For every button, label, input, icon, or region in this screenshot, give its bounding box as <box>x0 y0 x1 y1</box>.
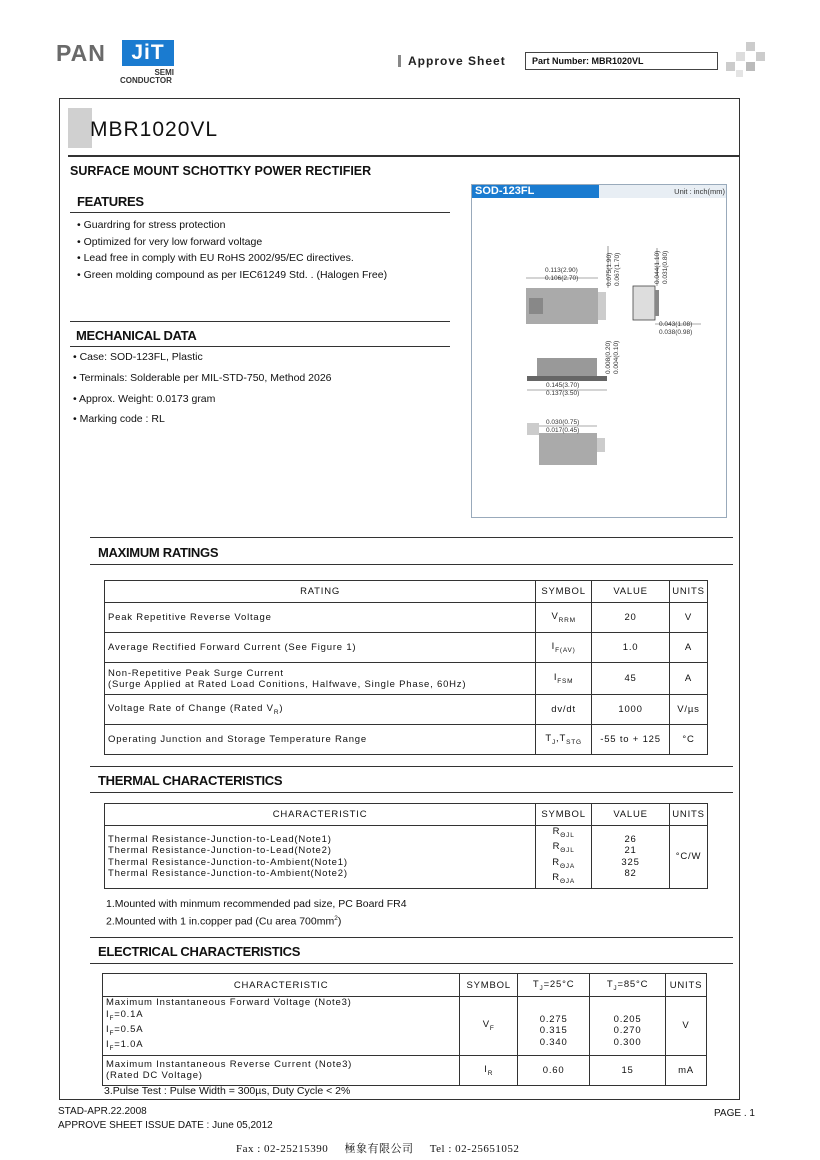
col-header-symbol: SYMBOL <box>536 804 592 826</box>
max-ratings-top-rule <box>90 537 733 538</box>
side-view-lead <box>655 290 659 316</box>
footer-page: PAGE . 1 <box>714 1108 755 1119</box>
unit-cell: A <box>669 663 707 695</box>
mech-item: • Approx. Weight: 0.0173 gram <box>73 392 216 405</box>
col-header-rating: RATING <box>105 581 536 603</box>
thermal-top-rule <box>90 766 733 767</box>
package-name: SOD-123FL <box>472 185 599 198</box>
col-header-units: UNITS <box>669 581 707 603</box>
unit-cell: V <box>665 997 706 1056</box>
features-list <box>77 217 387 283</box>
value-cell: -55 to + 125 <box>592 725 670 755</box>
dim-top-height-1: 0.075(1.90) <box>606 252 613 286</box>
title-rule <box>68 155 740 157</box>
table-row <box>105 663 708 695</box>
unit-cell: °C <box>669 725 707 755</box>
col-header-value: VALUE <box>592 804 670 826</box>
feature-item: • Guardring for stress protection <box>77 219 226 231</box>
rating-cell: Peak Repetitive Reverse Voltage <box>105 603 536 633</box>
dim-front-thick-2: 0.004(0.10) <box>613 340 620 374</box>
logo-jit-text: JiT <box>122 40 174 66</box>
dim-side-width-1: 0.043(1.08) <box>659 321 693 328</box>
electrical-heading: ELECTRICAL CHARACTERISTICS <box>98 944 301 959</box>
electrical-rule <box>90 963 733 964</box>
decorative-squares-icon <box>726 42 766 78</box>
value-25-cell: 0.60 <box>518 1055 590 1085</box>
feature-item: • Lead free in comply with EU RoHS 2002/95/EC directives. <box>77 252 354 264</box>
characteristic-cell: Maximum Instantaneous Reverse Current (Note3) (Rated DC Voltage) <box>103 1055 460 1085</box>
col-header-tj25: $T_J=25^\circ C$ <box>518 974 590 997</box>
electrical-top-rule <box>90 937 733 938</box>
col-header-tj85: $T_J=85^\circ C$ <box>590 974 666 997</box>
front-view-leads <box>527 376 607 381</box>
symbol-cell: dv/dt <box>536 695 592 725</box>
dim-bottom-lead-1: 0.030(0.75) <box>546 419 580 426</box>
symbol-cell: $I_{F(AV)}$ <box>536 633 592 663</box>
logo-semi-text: SEMI <box>154 68 174 77</box>
unit-cell: mA <box>665 1055 706 1085</box>
table-row <box>105 633 708 663</box>
col-header-units: UNITS <box>665 974 706 997</box>
bottom-view-lead-right <box>597 438 605 452</box>
package-outline-svg <box>471 198 727 516</box>
col-header-characteristic: CHARACTERISTIC <box>105 804 536 826</box>
value-85-cell: 15 <box>590 1055 666 1085</box>
col-header-symbol: SYMBOL <box>460 974 518 997</box>
title-shade <box>68 108 92 148</box>
dim-front-width-1: 0.145(3.70) <box>546 382 580 389</box>
bottom-view-body <box>539 433 597 465</box>
rating-cell: Voltage Rate of Change (Rated $V_R$) <box>105 695 536 725</box>
mech-top-rule <box>70 321 450 322</box>
characteristic-cell: Thermal Resistance-Junction-to-Lead(Note1) Thermal Resistance-Junction-to-Lead(Note2) Thermal Resistance-Junction-to-Ambient(Note1) Thermal Resistance-Junction-to-Ambient(Note2) <box>105 826 536 889</box>
feature-item: • Optimized for very low forward voltage <box>77 235 263 248</box>
table-row <box>105 725 708 755</box>
unit-cell: A <box>669 633 707 663</box>
table-row <box>105 826 708 889</box>
mech-item: • Terminals: Solderable per MIL-STD-750, Method 2026 <box>73 371 332 384</box>
mechanical-list <box>73 347 332 430</box>
thermal-note-1: 1.Mounted with minmum recommended pad size, PC Board FR4 <box>106 898 407 910</box>
footer-stad: STAD-APR.22.2008 <box>58 1106 147 1117</box>
unit-cell: V <box>669 603 707 633</box>
mech-item: • Marking code : RL <box>73 413 165 426</box>
value-cell: 45 <box>592 663 670 695</box>
approve-bar-icon <box>398 55 401 67</box>
unit-cell: V/µs <box>669 695 707 725</box>
front-view-body <box>537 358 597 378</box>
symbol-cell: $R_{\Theta JL}$ $R_{\Theta JL}$ $R_{\Theta JA}$ $R_{\Theta JA}$ <box>536 826 592 889</box>
thermal-heading: THERMAL CHARACTERISTICS <box>98 773 283 788</box>
package-unit: Unit : inch(mm) <box>674 187 725 196</box>
approve-sheet-label: Approve Sheet <box>408 54 506 68</box>
part-number-box: Part Number: MBR1020VL <box>525 52 718 70</box>
subtitle: SURFACE MOUNT SCHOTTKY POWER RECTIFIER <box>70 164 372 178</box>
thermal-note-2: 2.Mounted with 1 in.copper pad (Cu area $700mm^2$) <box>106 915 342 928</box>
value-25-cell: 0.275 0.315 0.340 <box>518 997 590 1056</box>
mechanical-heading: MECHANICAL DATA <box>76 328 197 343</box>
thermal-table <box>104 803 708 889</box>
top-view-lead-right <box>598 292 606 320</box>
dim-top-width-1: 0.113(2.90) <box>545 267 578 274</box>
logo-conductor-text: CONDUCTOR <box>120 76 172 85</box>
col-header-units: UNITS <box>670 804 708 826</box>
top-view-lead-left <box>529 298 543 314</box>
feature-item: • Green molding compound as per IEC61249 Std. . (Halogen Free) <box>77 268 388 281</box>
dim-top-width-2: 0.106(2.70) <box>545 275 579 282</box>
symbol-cell: $I_{FSM}$ <box>536 663 592 695</box>
thermal-rule <box>90 792 733 793</box>
mech-item: • Case: SOD-123FL, Plastic <box>73 351 203 363</box>
symbol-cell: $V_{RRM}$ <box>536 603 592 633</box>
col-header-characteristic: CHARACTERISTIC <box>103 974 460 997</box>
dim-front-thick-1: 0.008(0.20) <box>605 340 612 374</box>
table-row <box>103 997 707 1056</box>
footer-fax-tel: Fax : 02-25215390 極象有限公司 Tel : 02-25651052 <box>236 1143 520 1155</box>
dim-side-width-2: 0.038(0.98) <box>659 329 693 336</box>
logo-pan-text: PAN <box>56 40 106 66</box>
value-cell: 20 <box>592 603 670 633</box>
max-ratings-heading: MAXIMUM RATINGS <box>98 545 219 560</box>
rating-cell: Operating Junction and Storage Temperature Range <box>105 725 536 755</box>
features-heading: FEATURES <box>77 194 144 209</box>
rating-cell: Non-Repetitive Peak Surge Current (Surge Applied at Rated Load Conitions, Halfwave, Single Phase, 60Hz) <box>105 663 536 695</box>
max-ratings-table <box>104 580 708 755</box>
page-title: MBR1020VL <box>90 118 219 141</box>
dim-side-height-2: 0.031(0.80) <box>662 250 669 284</box>
symbol-cell: $I_R$ <box>460 1055 518 1085</box>
dim-top-height-2: 0.067(1.70) <box>614 252 621 286</box>
unit-cell: °C/W <box>670 826 708 889</box>
electrical-table <box>102 973 707 1086</box>
footer-issue-date: APPROVE SHEET ISSUE DATE : June 05,2012 <box>58 1120 273 1131</box>
value-85-cell: 0.205 0.270 0.300 <box>590 997 666 1056</box>
col-header-symbol: SYMBOL <box>536 581 592 603</box>
bottom-view-lead-left <box>527 423 539 435</box>
features-rule <box>70 212 450 213</box>
table-row <box>103 1055 707 1085</box>
col-header-value: VALUE <box>592 581 670 603</box>
symbol-cell: $V_F$ <box>460 997 518 1056</box>
side-view-body <box>633 286 655 320</box>
value-cell: 1000 <box>592 695 670 725</box>
dim-side-height-1: 0.044(1.10) <box>654 250 661 284</box>
rating-cell: Average Rectified Forward Current (See Figure 1) <box>105 633 536 663</box>
symbol-cell: $T_J,T_{STG}$ <box>536 725 592 755</box>
value-cell: 1.0 <box>592 633 670 663</box>
table-row <box>105 603 708 633</box>
value-cell: 26 21 325 82 <box>592 826 670 889</box>
table-row <box>105 695 708 725</box>
characteristic-cell: Maximum Instantaneous Forward Voltage (Note3) $I_F=0.1A$ $I_F=0.5A$ $I_F=1.0A$ <box>103 997 460 1056</box>
electrical-note: 3.Pulse Test : Pulse Width = 300µs, Duty Cycle < 2% <box>104 1085 351 1097</box>
dim-front-width-2: 0.137(3.50) <box>546 390 580 397</box>
dim-bottom-lead-2: 0.017(0.45) <box>546 427 580 434</box>
max-ratings-rule <box>90 564 733 565</box>
